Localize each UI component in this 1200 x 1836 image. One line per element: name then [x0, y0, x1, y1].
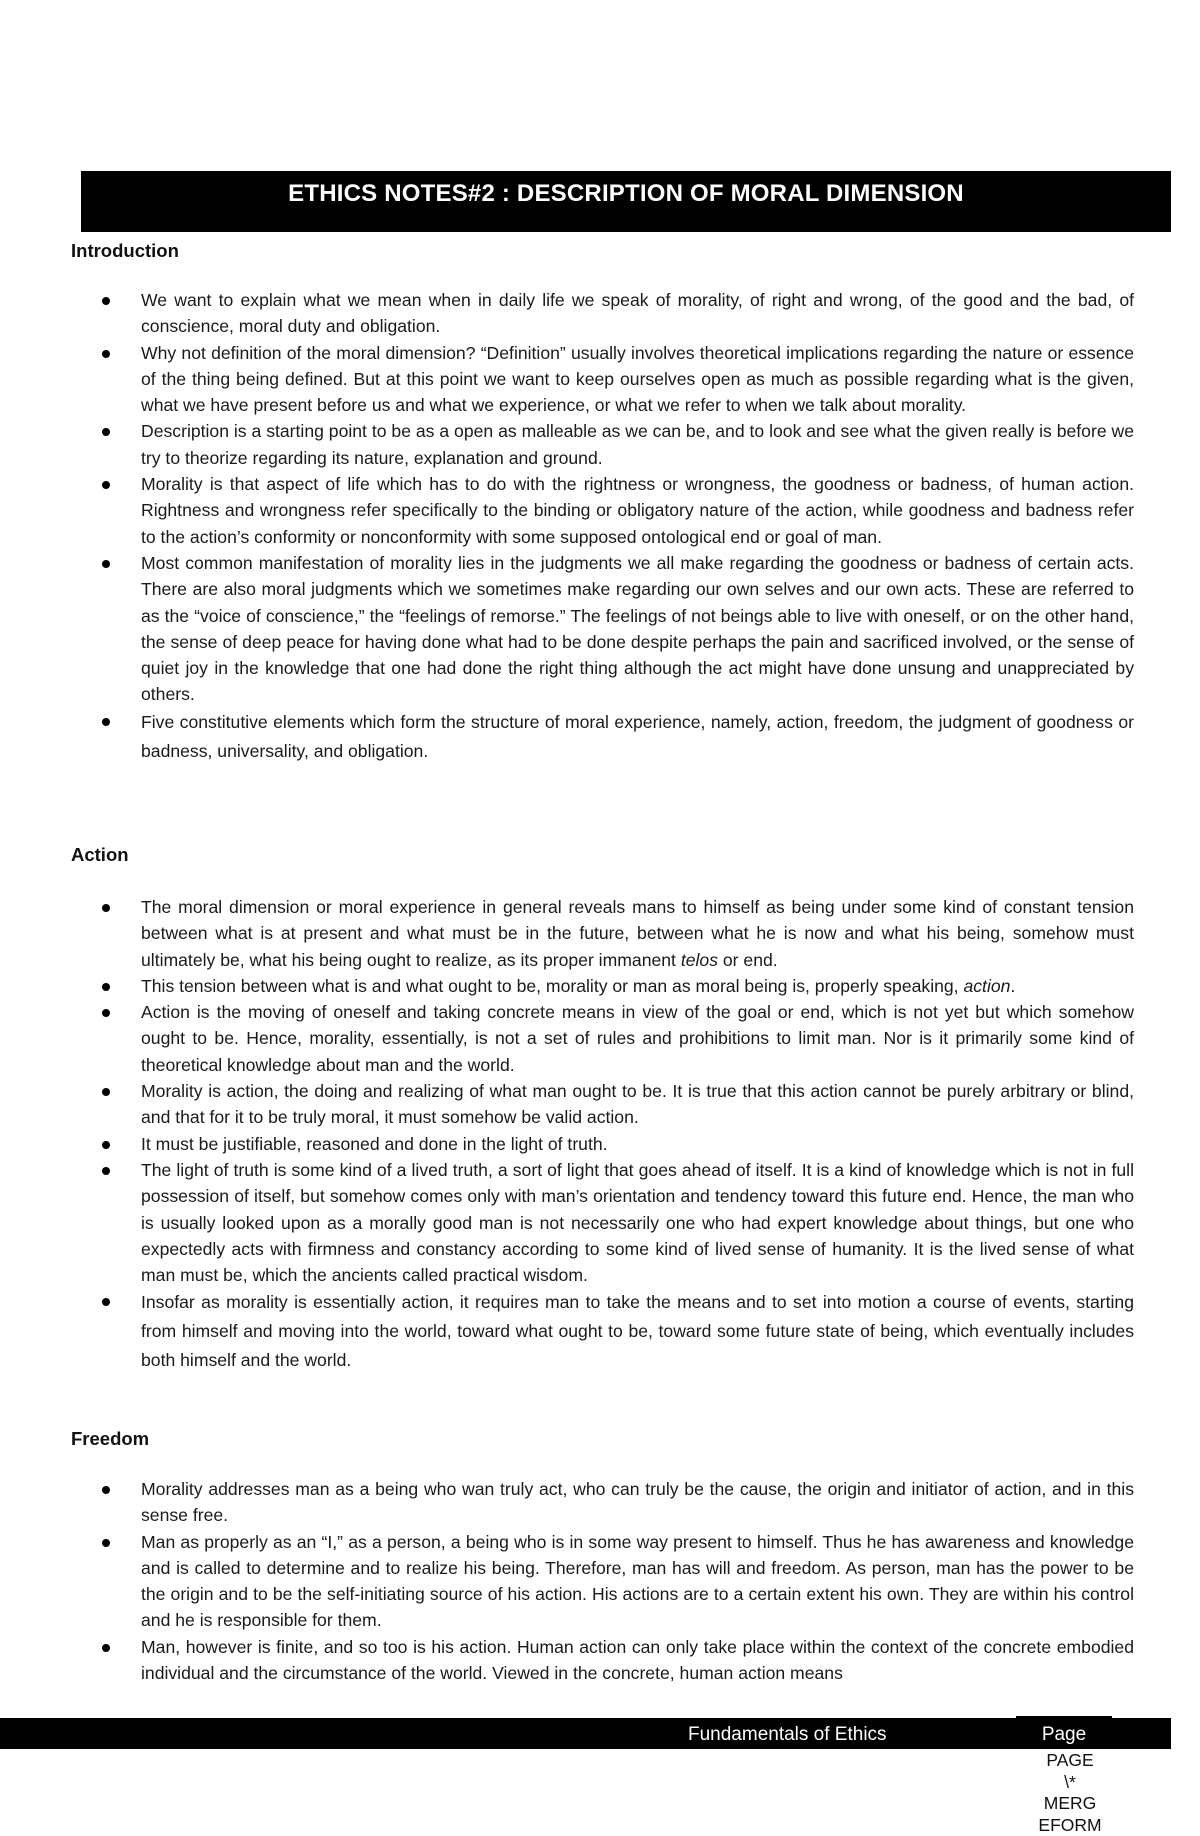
list-item: [100, 550, 1134, 708]
section-heading-action: Action: [71, 844, 129, 866]
list-item: [100, 973, 1134, 999]
field-code-line: PAGE: [1020, 1750, 1120, 1772]
page-field-code: [1020, 1750, 1120, 1836]
bullet-icon: [102, 1298, 110, 1306]
list-item-text: The light of truth is some kind of a lived truth, a sort of light that goes ahead of itself. It is a kind of knowledge which is not in full possession of itself, but somehow comes only with man’s orientation and tendency toward this future end. Hence, the man who is usually looked upon as a morally good man is not necessarily one who had expert knowledge about things, but one who expectedly acts with firmness and constancy according to some kind of lived sense of humanity. It is the lived sense of what man must be, which the ancients called practical wisdom.: [141, 1160, 1134, 1285]
list-item: [100, 418, 1134, 471]
list-item-text: Morality addresses man as a being who wan truly act, who can truly be the cause, the origin and initiator of action, and in this sense free.: [141, 1479, 1134, 1525]
list-item: [100, 1529, 1134, 1634]
list-item: [100, 340, 1134, 419]
bullet-icon: [102, 1644, 110, 1652]
list-item: [100, 1634, 1134, 1687]
list-item-text: Man, however is finite, and so too is his action. Human action can only take place within the context of the concrete embodied individual and the circumstance of the world. Viewed in the concrete, human action means: [141, 1637, 1134, 1683]
bullet-icon: [102, 1167, 110, 1175]
list-item: [100, 999, 1134, 1078]
bullet-icon: [102, 481, 110, 489]
list-item-text: Morality is that aspect of life which has to do with the rightness or wrongness, the goodness or badness, of human action. Rightness and wrongness refer specifically to the binding or obligatory nature of the action, while goodness and badness refer to the action’s conformity or nonconformity with some supposed ontological end or goal of man.: [141, 474, 1134, 547]
bullet-icon: [102, 983, 110, 991]
list-item-text: This tension between what is and what ought to be, morality or man as moral being is, properly speaking, action.: [141, 976, 1015, 996]
bullet-icon: [102, 560, 110, 568]
bullet-icon: [102, 904, 110, 912]
list-item: [100, 1131, 1134, 1157]
list-item: [100, 1157, 1134, 1288]
list-item: [100, 471, 1134, 550]
list-item-text: Description is a starting point to be as a open as malleable as we can be, and to look and see what the given really is before we try to theorize regarding its nature, explanation and ground.: [141, 421, 1134, 467]
list-item-text: Most common manifestation of morality lies in the judgments we all make regarding the goodness or badness of certain acts. There are also moral judgments which we sometimes make regarding our own selves and our own acts. These are referred to as the “voice of conscience,” the “feelings of remorse.” The feelings of not beings able to live with oneself, or on the other hand, the sense of deep peace for having done what had to be done despite perhaps the pain and sacrificed involved, or the sense of quiet joy in the knowledge that one had done the right thing although the act might have done unsung and unappreciated by others.: [141, 553, 1134, 704]
list-item-text: We want to explain what we mean when in daily life we speak of morality, of right and wrong, of the good and the bad, of conscience, moral duty and obligation.: [141, 290, 1134, 336]
field-code-line: EFORM: [1020, 1815, 1120, 1836]
section-heading-introduction: Introduction: [71, 240, 179, 262]
field-code-line: \*: [1020, 1772, 1120, 1794]
list-item-text: Man as properly as an “I,” as a person, a being who is in some way present to himself. Thus he has awareness and knowledge and is called to determine and to realize his being. Therefore, man has will and freedom. As person, man has the power to be the origin and to be the self-initiating source of his action. His actions are to a certain extent his own. They are within his control and he is responsible for them.: [141, 1532, 1134, 1631]
list-item-text: Why not definition of the moral dimension? “Definition” usually involves theoretical implications regarding the nature or essence of the thing being defined. But at this point we want to keep ourselves open as much as possible regarding what is the given, what we have present before us and what we experience, or what we refer to when we talk about morality.: [141, 343, 1134, 416]
list-item: [100, 708, 1134, 766]
bullet-icon: [102, 428, 110, 436]
footer-bar: [0, 1718, 1171, 1749]
action-bullet-list: [100, 894, 1134, 1375]
bullet-icon: [102, 1539, 110, 1547]
list-item-text: Morality is action, the doing and realizing of what man ought to be. It is true that this action cannot be purely arbitrary or blind, and that for it to be truly moral, it must somehow be valid action.: [141, 1081, 1134, 1127]
bullet-icon: [102, 1088, 110, 1096]
page-label: Page: [1042, 1724, 1086, 1745]
bullet-icon: [102, 1486, 110, 1494]
bullet-icon: [102, 350, 110, 358]
bullet-icon: [102, 718, 110, 726]
page-label-box: [1016, 1716, 1112, 1748]
list-item: [100, 287, 1134, 340]
field-code-line: MERG: [1020, 1793, 1120, 1815]
bullet-icon: [102, 1141, 110, 1149]
list-item-text: It must be justifiable, reasoned and done in the light of truth.: [141, 1134, 608, 1154]
bullet-icon: [102, 297, 110, 305]
section-heading-freedom: Freedom: [71, 1428, 149, 1450]
introduction-bullet-list: [100, 287, 1134, 766]
list-item-text: Insofar as morality is essentially action, it requires man to take the means and to set into motion a course of events, starting from himself and moving into the world, toward what ought to be, toward some future state of being, which eventually includes both himself and the world.: [141, 1292, 1134, 1370]
list-item: [100, 1288, 1134, 1375]
list-item-text: Action is the moving of oneself and taking concrete means in view of the goal or end, which is not yet but which somehow ought to be. Hence, morality, essentially, is not a set of rules and prohibitions to limit man. Nor is it primarily some kind of theoretical knowledge about man and the world.: [141, 1002, 1134, 1075]
document-title-bar: [81, 171, 1171, 232]
freedom-bullet-list: [100, 1476, 1134, 1686]
list-item: [100, 1078, 1134, 1131]
footer-course-title: Fundamentals of Ethics: [688, 1724, 887, 1746]
list-item-text: Five constitutive elements which form the structure of moral experience, namely, action, freedom, the judgment of goodness or badness, universality, and obligation.: [141, 712, 1134, 761]
list-item: [100, 1476, 1134, 1529]
bullet-icon: [102, 1009, 110, 1017]
document-title: ETHICS NOTES#2 : DESCRIPTION OF MORAL DIMENSION: [288, 180, 964, 207]
list-item-text: The moral dimension or moral experience in general reveals mans to himself as being under some kind of constant tension between what is at present and what must be in the future, between what he is now and what his being, somehow must ultimately be, what his being ought to realize, as its proper immanent telos or end.: [141, 897, 1134, 970]
list-item: [100, 894, 1134, 973]
